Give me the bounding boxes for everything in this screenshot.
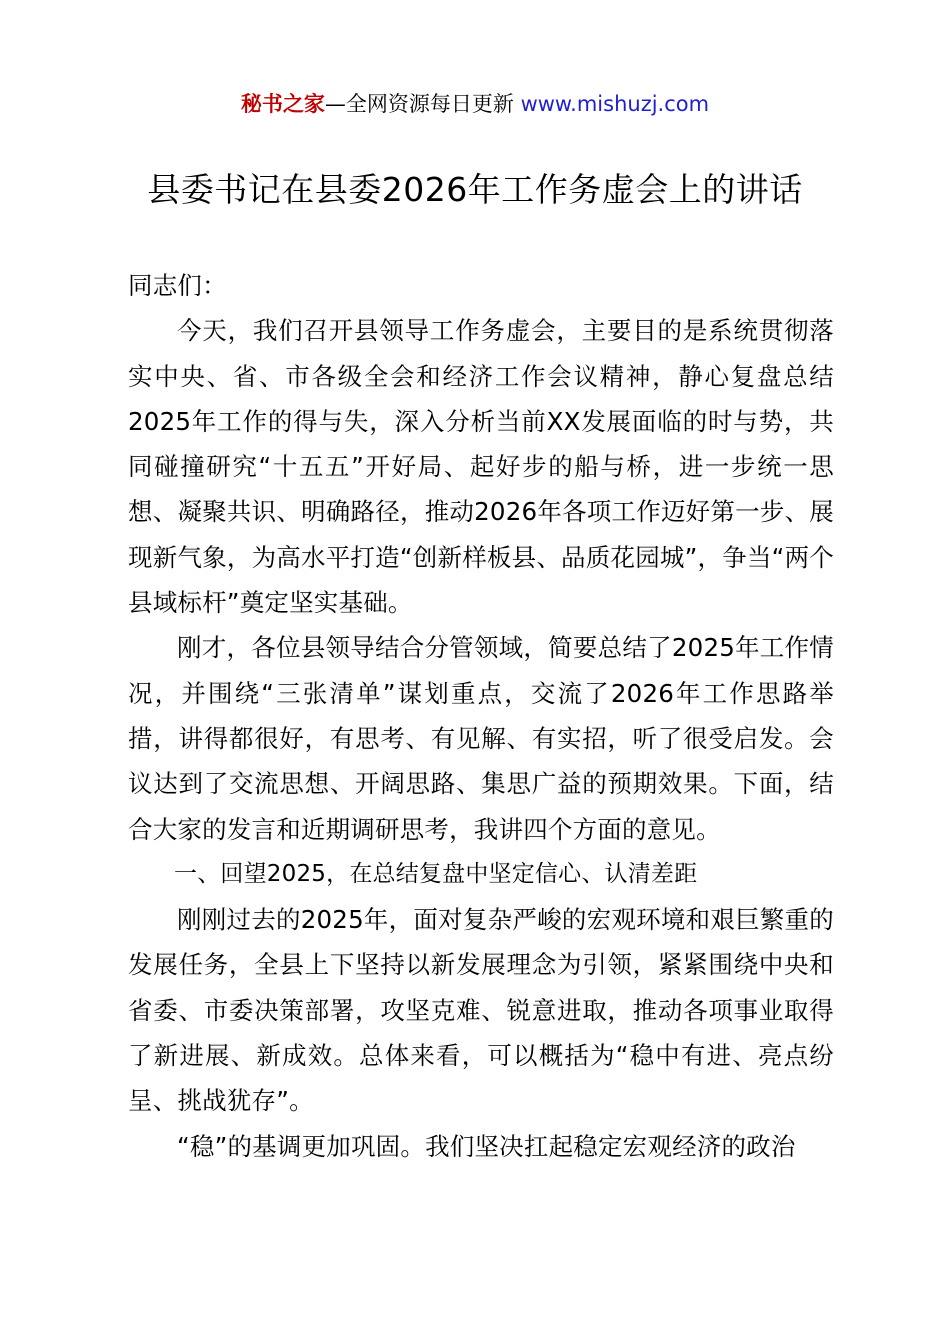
- site-url-link[interactable]: www.mishuzj.com: [520, 92, 710, 116]
- brand-name: 秘书之家: [240, 92, 325, 116]
- paragraph-review: 刚刚过去的2025年，面对复杂严峻的宏观环境和艰巨繁重的发展任务，全县上下坚持以新发展理念为引领，紧紧围绕中央和省委、市委决策部署，攻坚克难、锐意进取，推动各项事业取得了新进展、新成效。总体来看，可以概括为“稳中有进、亮点纷呈、挑战犹存”。: [128, 905, 834, 1116]
- header-dash: —: [324, 92, 346, 116]
- document-title: 县委书记在县委2026年工作务虚会上的讲话: [147, 170, 803, 209]
- paragraph-summary: 刚才，各位县领导结合分管领域，简要总结了2025年工作情况，并围绕“三张清单”谋划重点，交流了2026年工作思路举措，讲得都很好，有思考、有见解、有实招，听了很受启发。会议达到了交流思想、开阔思路、集思广益的预期效果。下面，结合大家的发言和近期调研思考，我讲四个方面的意见。: [128, 633, 834, 844]
- document-body: [128, 263, 834, 1169]
- paragraph-stability: “稳”的基调更加巩固。我们坚决扛起稳定宏观经济的政治: [177, 1131, 796, 1161]
- section-heading-1: 一、回望2025，在总结复盘中坚定信心、认清差距: [174, 860, 698, 887]
- paragraph-intro: 今天，我们召开县领导工作务虚会，主要目的是系统贯彻落实中央、省、市各级全会和经济工作会议精神，静心复盘总结2025年工作的得与失，深入分析当前XX发展面临的时与势，共同碰撞研究“十五五”开好局、起好步的船与桥，进一步统一思想、凝聚共识、明确路径，推动2026年各项工作迈好第一步、展现新气象，为高水平打造“创新样板县、品质花园城”，争当“两个县域标杆”奠定坚实基础。: [128, 316, 834, 618]
- header-tagline: 全网资源每日更新: [345, 92, 514, 116]
- salutation: 同志们：: [128, 271, 227, 300]
- site-header: [0, 88, 950, 120]
